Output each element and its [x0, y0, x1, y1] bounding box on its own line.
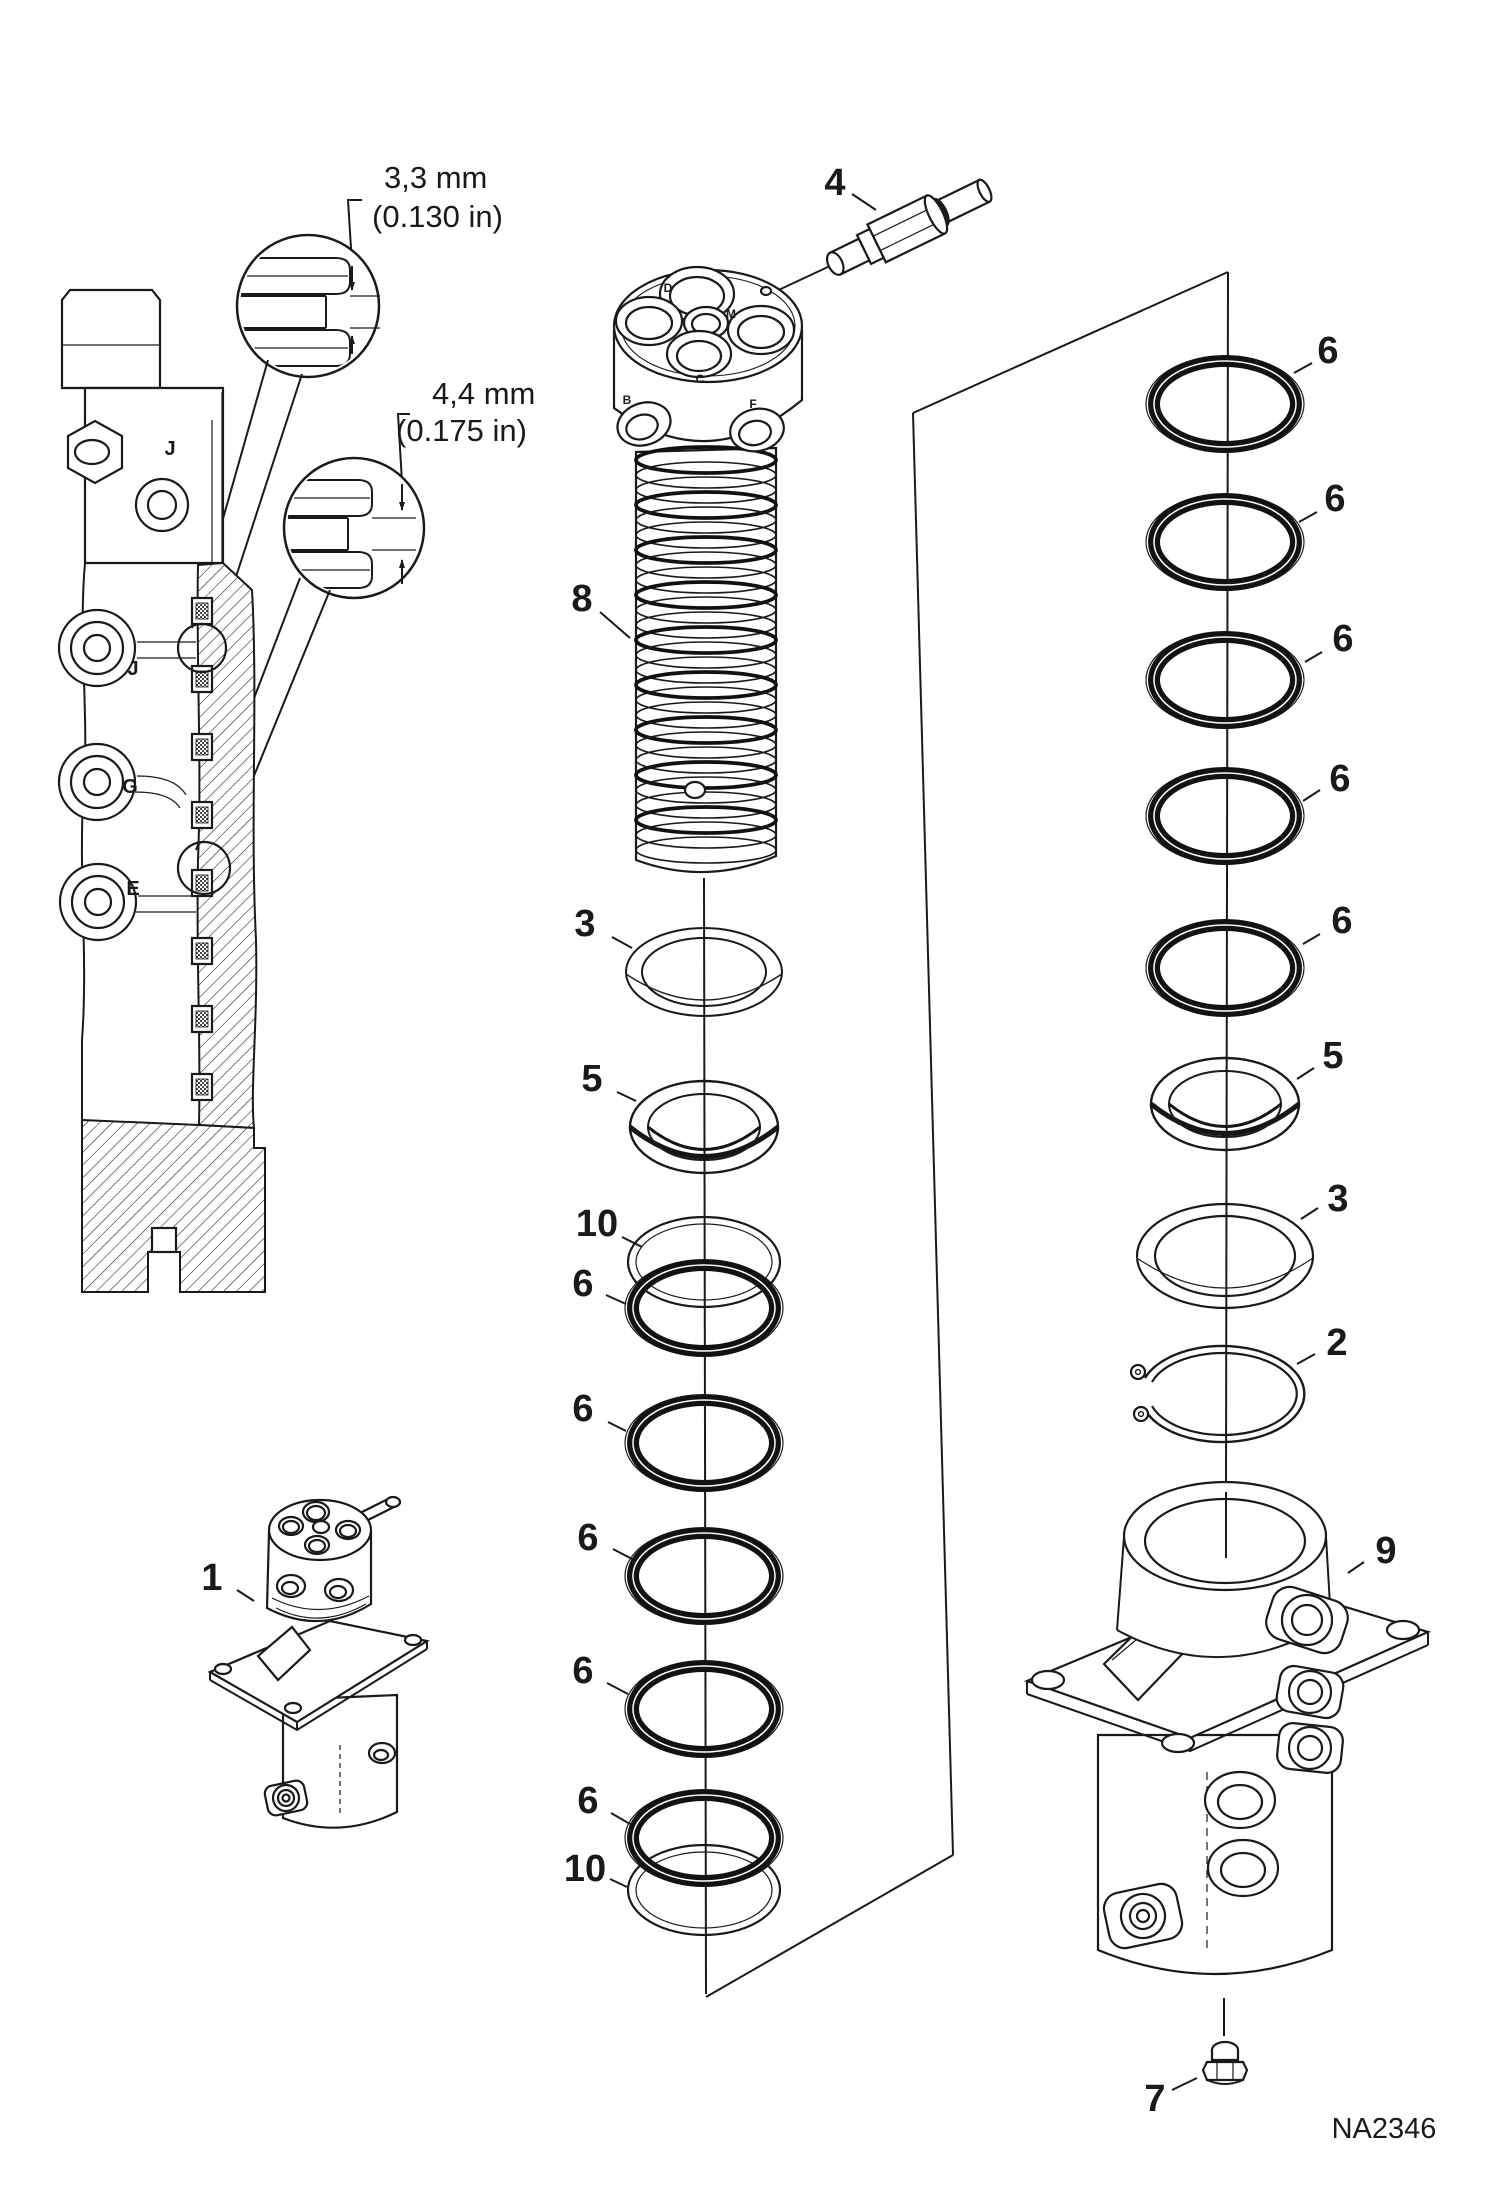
assembly-part-1 — [201, 1497, 427, 1828]
part-label-4: 4 — [824, 162, 846, 204]
plug-part-7 — [1144, 1998, 1247, 2120]
part-label-6: 6 — [1331, 900, 1353, 942]
section-label-j-top: J — [164, 438, 176, 460]
spool-head — [612, 267, 802, 456]
spool-part-8 — [571, 267, 802, 872]
part-label-10: 10 — [575, 1203, 619, 1245]
section-label-e: E — [126, 878, 140, 900]
part-1-leader — [237, 1590, 254, 1601]
part-label-7: 7 — [1144, 2078, 1166, 2120]
o-ring-6 — [1146, 632, 1304, 728]
o-ring-6 — [625, 1661, 783, 1757]
part-label-5: 5 — [581, 1058, 603, 1100]
center-column-axis — [704, 878, 706, 1994]
detail-circle-a — [236, 235, 380, 377]
part-7-leader — [1172, 2078, 1197, 2090]
part-label-9: 9 — [1375, 1530, 1397, 1572]
part-label-6: 6 — [572, 1388, 594, 1430]
part-label-2: 2 — [1326, 1322, 1348, 1364]
part-label-6: 6 — [572, 1650, 594, 1692]
assembly-head — [267, 1497, 400, 1621]
part-label-6: 6 — [1332, 618, 1354, 660]
o-ring-6 — [1146, 768, 1304, 864]
dim-b-imperial: (0.175 in) — [396, 413, 527, 448]
part-8-leader — [600, 612, 630, 638]
o-ring-6 — [625, 1528, 783, 1624]
snap-ring-2 — [1131, 1346, 1304, 1442]
center-ring-column — [564, 903, 783, 1935]
o-ring-6 — [1146, 920, 1304, 1016]
section-top-stub — [62, 290, 160, 388]
part-label-6: 6 — [1324, 478, 1346, 520]
o-ring-6 — [625, 1790, 783, 1886]
part-label-3: 3 — [574, 903, 596, 945]
pin-body — [820, 170, 998, 286]
spool-pin-hole — [761, 287, 771, 295]
dim-b-metric: 4,4 mm — [432, 376, 536, 411]
part-label-6: 6 — [577, 1780, 599, 1822]
dim-a-metric: 3,3 mm — [384, 160, 488, 195]
seal-ring-5 — [1151, 1058, 1299, 1150]
backup-ring-10 — [628, 1845, 780, 1935]
dim-a-imperial: (0.130 in) — [372, 199, 503, 234]
section-port-g — [59, 744, 186, 820]
part-label-3: 3 — [1327, 1178, 1349, 1220]
spool-cross-hole — [685, 782, 705, 798]
section-label-j: J — [127, 658, 139, 680]
cross-section-view — [59, 290, 265, 1292]
spool-label-f: F — [749, 397, 757, 411]
washer-ring-3 — [1137, 1204, 1313, 1308]
part-label-6: 6 — [577, 1517, 599, 1559]
figure-code: NA2346 — [1331, 2113, 1437, 2145]
housing-part-9 — [1027, 1482, 1428, 1974]
spool-label-b: B — [622, 393, 632, 407]
frame-diagonal-top — [913, 272, 1228, 413]
part-label-1: 1 — [201, 1557, 223, 1599]
spool-label-d: D — [663, 281, 673, 295]
detail-circle-b — [262, 458, 424, 598]
pin-part-4 — [770, 162, 998, 294]
part-label-5: 5 — [1322, 1035, 1344, 1077]
part-label-6: 6 — [572, 1263, 594, 1305]
section-lower-plug — [152, 1228, 176, 1252]
frame-vertical-left — [913, 413, 953, 1855]
o-ring-6 — [1146, 356, 1304, 452]
section-port-e — [60, 864, 198, 940]
part-label-6: 6 — [1329, 758, 1351, 800]
part-label-8: 8 — [571, 578, 593, 620]
part-label-6: 6 — [1317, 330, 1339, 372]
section-lower-mass-hatched — [82, 1120, 265, 1292]
part-4-leader — [852, 194, 876, 210]
right-ring-column — [1131, 330, 1354, 1442]
o-ring-6 — [1146, 494, 1304, 590]
section-port-j — [59, 610, 196, 686]
spool-label-c: C — [695, 372, 705, 386]
spool-label-m: M — [726, 307, 736, 321]
section-label-g: G — [122, 776, 138, 798]
part-label-10: 10 — [563, 1848, 607, 1890]
part-9-leader — [1348, 1562, 1364, 1573]
